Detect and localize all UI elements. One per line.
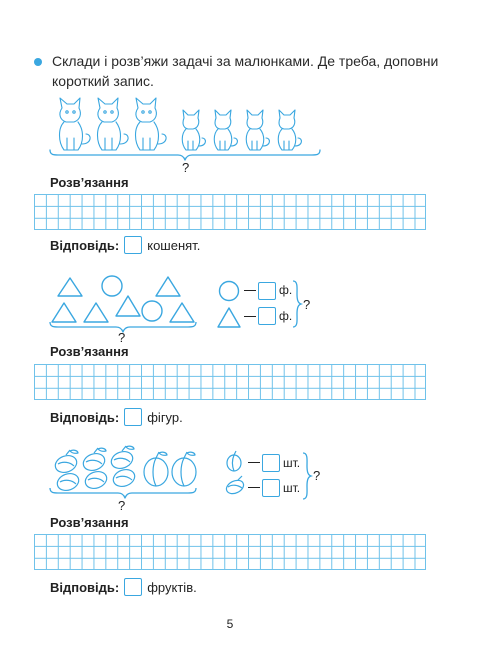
kitten-icon	[60, 98, 91, 150]
plum-icon	[111, 467, 137, 490]
short-record-box[interactable]	[262, 479, 280, 497]
question-mark: ?	[118, 330, 126, 345]
apricot-icon	[227, 451, 241, 471]
short-record-unit: шт.	[283, 456, 301, 470]
apricot-icon	[172, 452, 196, 486]
solution-grid[interactable]	[34, 534, 426, 570]
solution-grid[interactable]	[34, 194, 426, 230]
triangle-icon	[156, 277, 180, 296]
plum-icon	[109, 446, 135, 471]
curly-brace	[302, 452, 312, 500]
solution-heading: Розв’язання	[50, 344, 129, 359]
triangle-icon	[52, 303, 76, 322]
solution-heading: Розв’язання	[50, 515, 129, 530]
answer-box[interactable]	[124, 408, 142, 426]
short-record-box[interactable]	[258, 307, 276, 325]
question-mark: ?	[118, 498, 126, 513]
answer-box[interactable]	[124, 578, 142, 596]
plum-icon	[83, 469, 109, 492]
triangle-icon	[218, 308, 240, 327]
question-mark: ?	[182, 160, 190, 175]
kitten-icon	[246, 110, 269, 150]
short-record-box[interactable]	[258, 282, 276, 300]
plum-icon	[81, 448, 107, 473]
kitten-icon	[98, 98, 129, 150]
short-record-unit: шт.	[283, 481, 301, 495]
circle-icon	[102, 276, 122, 296]
answer-line	[50, 578, 197, 596]
plum-icon	[224, 476, 245, 496]
answer-label: Відповідь:	[50, 237, 120, 253]
triangle-icon	[170, 303, 194, 322]
dash	[244, 290, 256, 291]
circle-icon	[220, 282, 239, 301]
curly-brace	[292, 280, 302, 328]
page-number: 5	[226, 617, 234, 631]
shapes-illustration	[48, 272, 208, 332]
total-brace	[50, 150, 320, 160]
kitten-icon	[182, 110, 205, 150]
brace-question-mark: ?	[313, 468, 321, 483]
answer-box[interactable]	[124, 236, 142, 254]
brace-question-mark: ?	[303, 297, 311, 312]
solution-heading: Розв’язання	[50, 175, 129, 190]
fruits-illustration	[48, 444, 208, 500]
answer-label: Відповідь:	[50, 409, 120, 425]
kittens-illustration	[48, 92, 328, 162]
apricot-icon	[144, 452, 168, 486]
short-record-unit: ф.	[279, 283, 293, 297]
task-bullet	[34, 58, 42, 66]
plum-icon	[53, 450, 79, 475]
triangle-icon	[84, 303, 108, 322]
kitten-icon	[278, 110, 301, 150]
short-record-box[interactable]	[262, 454, 280, 472]
short-record-unit: ф.	[279, 309, 293, 323]
circle-icon	[142, 301, 162, 321]
dash	[248, 462, 260, 463]
answer-label: Відповідь:	[50, 579, 120, 595]
kitten-icon	[214, 110, 237, 150]
short-record-icons	[218, 280, 240, 332]
plum-icon	[55, 471, 81, 494]
answer-unit: фруктів.	[147, 579, 197, 595]
dash	[248, 487, 260, 488]
triangle-icon	[116, 296, 140, 316]
kitten-icon	[136, 98, 167, 150]
task-text: Склади і розв’яжи задачі за малюнками. Де треба, доповни короткий запис.	[52, 53, 439, 89]
answer-unit: кошенят.	[147, 237, 201, 253]
solution-grid[interactable]	[34, 364, 426, 400]
dash	[244, 316, 256, 317]
answer-unit: фігур.	[147, 409, 183, 425]
answer-line	[50, 236, 200, 254]
answer-line	[50, 408, 183, 426]
triangle-icon	[58, 278, 82, 296]
short-record-icons	[224, 448, 248, 498]
